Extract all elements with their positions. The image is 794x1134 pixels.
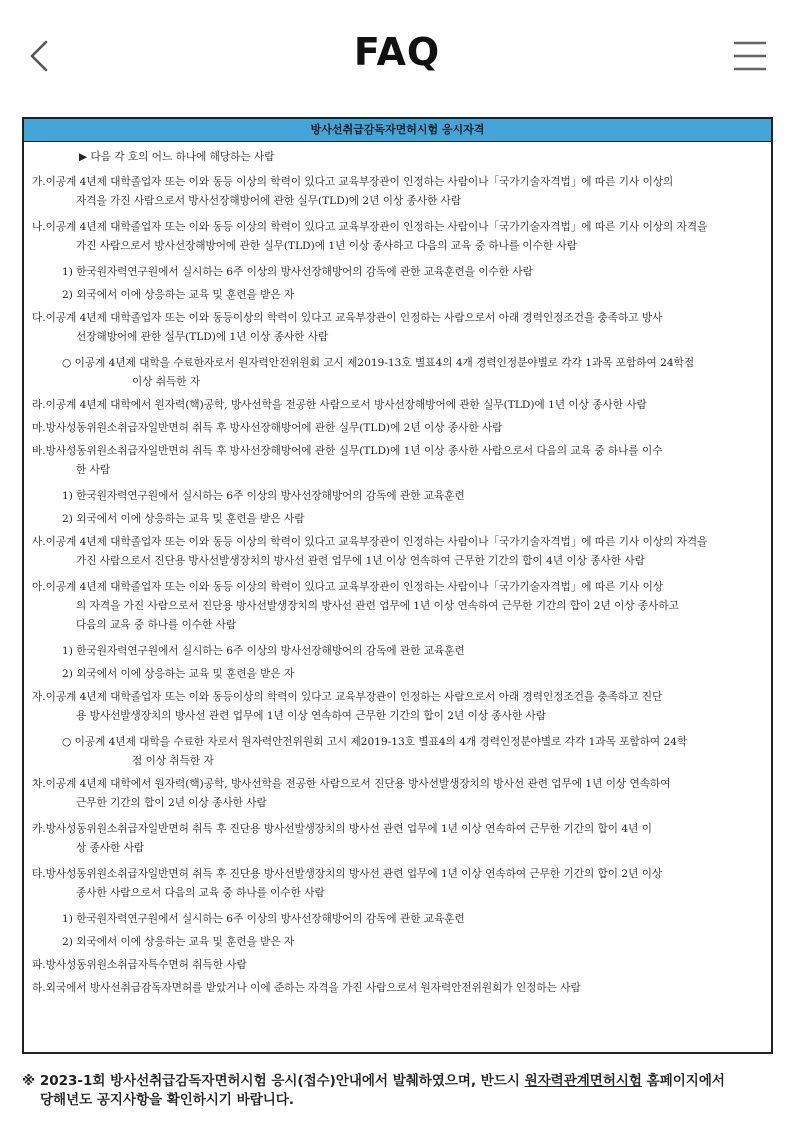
item-line: 가진 사람으로서 방사선장해방어에 관한 실무(TLD)에 1년 이상 종사하고 다음의 교육 중 하나를 이수한 사람 [76,240,577,252]
item-line: 타.방사성동위원소취급자일반면허 취득 후 진단용 방사선발생장치의 방사선 관련 업무에 1년 이상 연속하여 근무한 기간의 합이 2년 이상 [32,868,663,880]
condition-line: 이상 취득한 자 [132,376,201,388]
item-line: 자격을 가진 사람으로서 방사선장해방어에 관한 실무(TLD)에 2년 이상 종사한 사람 [76,195,462,207]
qualification-item [24,979,771,998]
sub-item: 1) 한국원자력연구원에서 실시하는 6주 이상의 방사선장해방어의 감독에 관한 교육훈련 [62,645,465,657]
qualification-item [24,775,771,813]
item-line: 마.방사성동위원소취급자일반면허 취득 후 방사선장해방어에 관한 실무(TLD)에 2년 이상 종사한 사람 [32,422,503,434]
qualification-item [24,820,771,858]
note-line-2: 당해년도 공지사항을 확인하시기 바랍니다. [40,1092,294,1108]
sub-item: 1) 한국원자력연구원에서 실시하는 6주 이상의 방사선장해방어의 감독에 관한 교육훈련을 이수한 사람 [62,266,533,278]
sub-item: 2) 외국에서 이에 상응하는 교육 및 훈련을 받은 자 [62,668,295,680]
document-body [24,142,771,998]
qualification-item [24,309,771,347]
qualification-item [24,865,771,903]
license-exam-link[interactable]: 원자력관계면허시험 [524,1073,642,1089]
item-line: 다음의 교육 중 하나를 이수한 사람 [76,619,237,631]
qualification-item [24,578,771,635]
qualification-item [24,396,771,415]
page-title: FAQ [353,30,441,74]
qualification-item [24,688,771,726]
intro-line: ▶ 다음 각 호의 어느 하나에 해당하는 사람 [79,151,275,163]
app-header [0,0,794,112]
hamburger-menu-icon [732,38,768,74]
item-line: 가진 사람으로서 진단용 방사선발생장치의 방사선 관련 업무에 1년 이상 연속하여 근무한 기간의 합이 4년 이상 종사한 사람 [76,555,645,567]
condition-line: ○ 이공계 4년제 대학을 수료한자로서 원자력안전위원회 고시 제2019-13호 별표4의 4개 경력인정분야별로 각각 1과목 포함하여 24학점 [62,357,695,369]
qualification-item [24,419,771,438]
item-line: 상 종사한 사람 [76,842,145,854]
item-line: 근무한 기간의 합이 2년 이상 종사한 사람 [76,797,267,809]
footer-note [22,1072,774,1110]
sub-item: 1) 한국원자력연구원에서 실시하는 6주 이상의 방사선장해방어의 감독에 관한 교육훈련 [62,490,465,502]
item-line: 종사한 사람으로서 다음의 교육 중 하나를 이수한 사람 [76,887,325,899]
item-line: 하.외국에서 방사선취급감독자면허를 받았거나 이에 준하는 자격을 가진 사람으로서 원자력안전위원회가 인정하는 사람 [32,982,581,994]
item-line: 카.방사성동위원소취급자일반면허 취득 후 진단용 방사선발생장치의 방사선 관련 업무에 1년 이상 연속하여 근무한 기간의 합이 4년 이 [32,823,652,835]
sub-item: 2) 외국에서 이에 상응하는 교육 및 훈련을 받은 자 [62,936,295,948]
qualification-item [24,956,771,975]
qualification-item [24,533,771,571]
item-line: 파.방사성동위원소취급자특수면허 취득한 사람 [32,959,247,971]
item-line: 자.이공계 4년제 대학졸업자 또는 이와 동등이상의 학력이 있다고 교육부장관이 인정하는 사람으로서 아래 경력인정조건을 충족하고 진단 [32,691,663,703]
sub-item: 1) 한국원자력연구원에서 실시하는 6주 이상의 방사선장해방어의 감독에 관한 교육훈련 [62,913,465,925]
menu-button[interactable] [732,38,768,74]
qualification-document [22,117,773,1054]
sub-item: 2) 외국에서 이에 상응하는 교육 및 훈련을 받은 사람 [62,513,305,525]
item-line: 라.이공계 4년제 대학에서 원자력(핵)공학, 방사선학을 전공한 사람으로서 방사선장해방어에 관한 실무(TLD)에 1년 이상 종사한 사람 [32,399,647,411]
condition-line: ○ 이공계 4년제 대학을 수료한 자로서 원자력안전위원회 고시 제2019-13호 별표4의 4개 경력인정분야별로 각각 1과목 포함하여 24학 [62,736,688,748]
item-line: 차.이공계 4년제 대학에서 원자력(핵)공학, 방사선학을 전공한 사람으로서 진단용 방사선발생장치의 방사선 관련 업무에 1년 이상 연속하여 [32,778,671,790]
condition-line: 점 이상 취득한 자 [132,755,214,767]
note-text-end: 홈페이지에서 [641,1073,725,1089]
sub-item: 2) 외국에서 이에 상응하는 교육 및 훈련을 받은 자 [62,289,295,301]
note-text: ※ 2023-1회 방사선취급감독자면허시험 응시(접수)안내에서 발췌하였으며, 반드시 [22,1073,525,1089]
item-line: 선장해방어에 관한 실무(TLD)에 1년 이상 종사한 사람 [76,331,329,343]
item-line: 의 자격을 가진 사람으로서 진단용 방사선발생장치의 방사선 관련 업무에 1년 이상 연속하여 근무한 기간의 합이 2년 이상 종사하고 [76,600,679,612]
item-line: 아.이공계 4년제 대학졸업자 또는 이와 동등 이상의 학력이 있다고 교육부장관이 인정하는 사람이나「국가기술자격법」에 따른 기사 이상 [32,581,664,593]
item-line: 사.이공계 4년제 대학졸업자 또는 이와 동등 이상의 학력이 있다고 교육부장관이 인정하는 사람이나「국가기술자격법」에 따른 기사 이상의 자격을 [32,536,708,548]
item-line: 가.이공계 4년제 대학졸업자 또는 이와 동등 이상의 학력이 있다고 교육부장관이 인정하는 사람이나「국가기술자격법」에 따른 기사 이상의 [32,176,674,188]
item-line: 용 방사선발생장치의 방사선 관련 업무에 1년 이상 연속하여 근무한 기간의 합이 2년 이상 종사한 사람 [76,710,546,722]
qualification-item [24,442,771,480]
document-heading: 방사선취급감독자면허시험 응시자격 [24,119,771,142]
condition-item [24,354,771,392]
item-line: 나.이공계 4년제 대학졸업자 또는 이와 동등 이상의 학력이 있다고 교육부장관이 인정하는 사람이나「국가기술자격법」에 따른 기사 이상의 자격을 [32,221,708,233]
qualification-item [24,218,771,256]
qualification-item [24,173,771,211]
item-line: 다.이공계 4년제 대학졸업자 또는 이와 동등이상의 학력이 있다고 교육부장관이 인정하는 사람으로서 아래 경력인정조건을 충족하고 방사 [32,312,663,324]
condition-item [24,733,771,771]
item-line: 바.방사성동위원소취급자일반면허 취득 후 방사선장해방어에 관한 실무(TLD)에 1년 이상 종사한 사람으로서 다음의 교육 중 하나를 이수 [32,445,663,457]
item-line: 한 사람 [76,464,111,476]
